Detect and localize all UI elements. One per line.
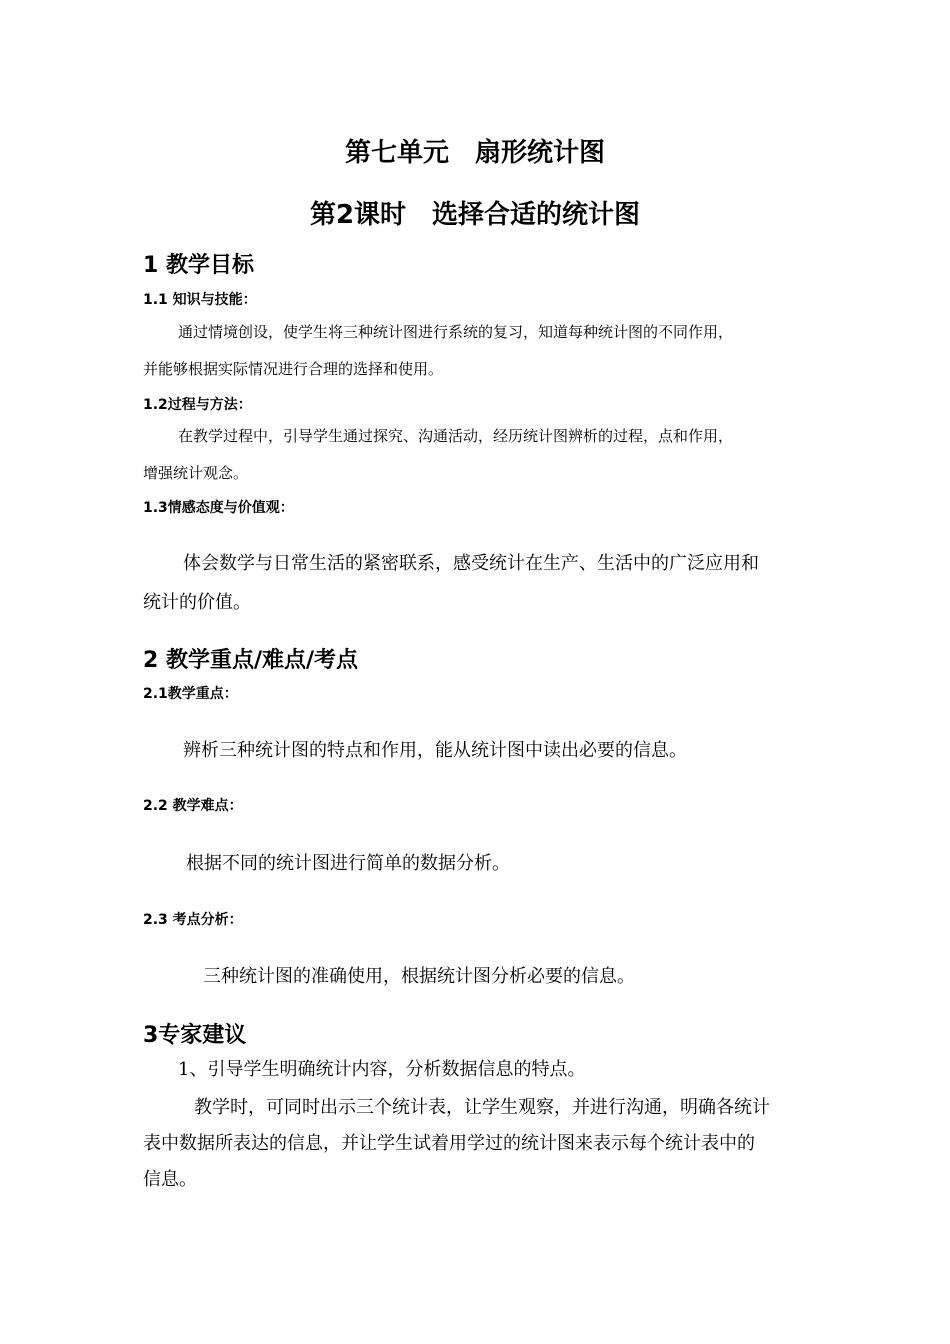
section-2-1-text: 辨析三种统计图的特点和作用，能从统计图中读出必要的信息。 [183,740,687,761]
section-3-para-line-2: 表中数据所表达的信息，并让学生试着用学过的统计图来表示每个统计表中的 [143,1133,755,1154]
section-2-3-text: 三种统计图的准确使用，根据统计图分析必要的信息。 [203,966,635,987]
section-1-2-line-1: 在教学过程中，引导学生通过探究、沟通活动，经历统计图辨析的过程，点和作用， [178,427,734,445]
section-1-2-line-2: 增强统计观念。 [143,464,249,482]
section-1-heading: 1 教学目标 [143,253,254,278]
section-3-item-1: 1、引导学生明确统计内容，分析数据信息的特点。 [178,1059,586,1080]
section-2-3-heading: 2.3 考点分析： [143,912,243,928]
section-1-1-line-1: 通过情境创设，使学生将三种统计图进行系统的复习，知道每种统计图的不同作用， [178,323,734,341]
section-1-1-line-2: 并能够根据实际情况进行合理的选择和使用。 [143,360,444,378]
lesson-title: 第2课时 选择合适的统计图 [309,200,641,230]
unit-title: 第七单元 扇形统计图 [344,138,605,168]
section-3-para-line-1: 教学时，可同时出示三个统计表，让学生观察，并进行沟通，明确各统计 [194,1097,770,1118]
section-1-1-heading: 1.1 知识与技能： [143,292,257,308]
section-1-3-line-2: 统计的价值。 [143,592,251,613]
section-2-2-heading: 2.2 教学难点： [143,798,243,814]
section-3-para-line-3: 信息。 [143,1169,197,1190]
section-3-heading: 3专家建议 [143,1023,247,1048]
section-2-1-heading: 2.1教学重点： [143,686,238,702]
section-2-heading: 2 教学重点/难点/考点 [143,648,359,673]
section-1-3-heading: 1.3情感态度与价值观： [143,500,294,516]
section-2-2-text: 根据不同的统计图进行简单的数据分析。 [186,853,510,874]
section-1-2-heading: 1.2过程与方法： [143,397,252,413]
section-1-3-line-1: 体会数学与日常生活的紧密联系，感受统计在生产、生活中的广泛应用和 [183,553,759,574]
